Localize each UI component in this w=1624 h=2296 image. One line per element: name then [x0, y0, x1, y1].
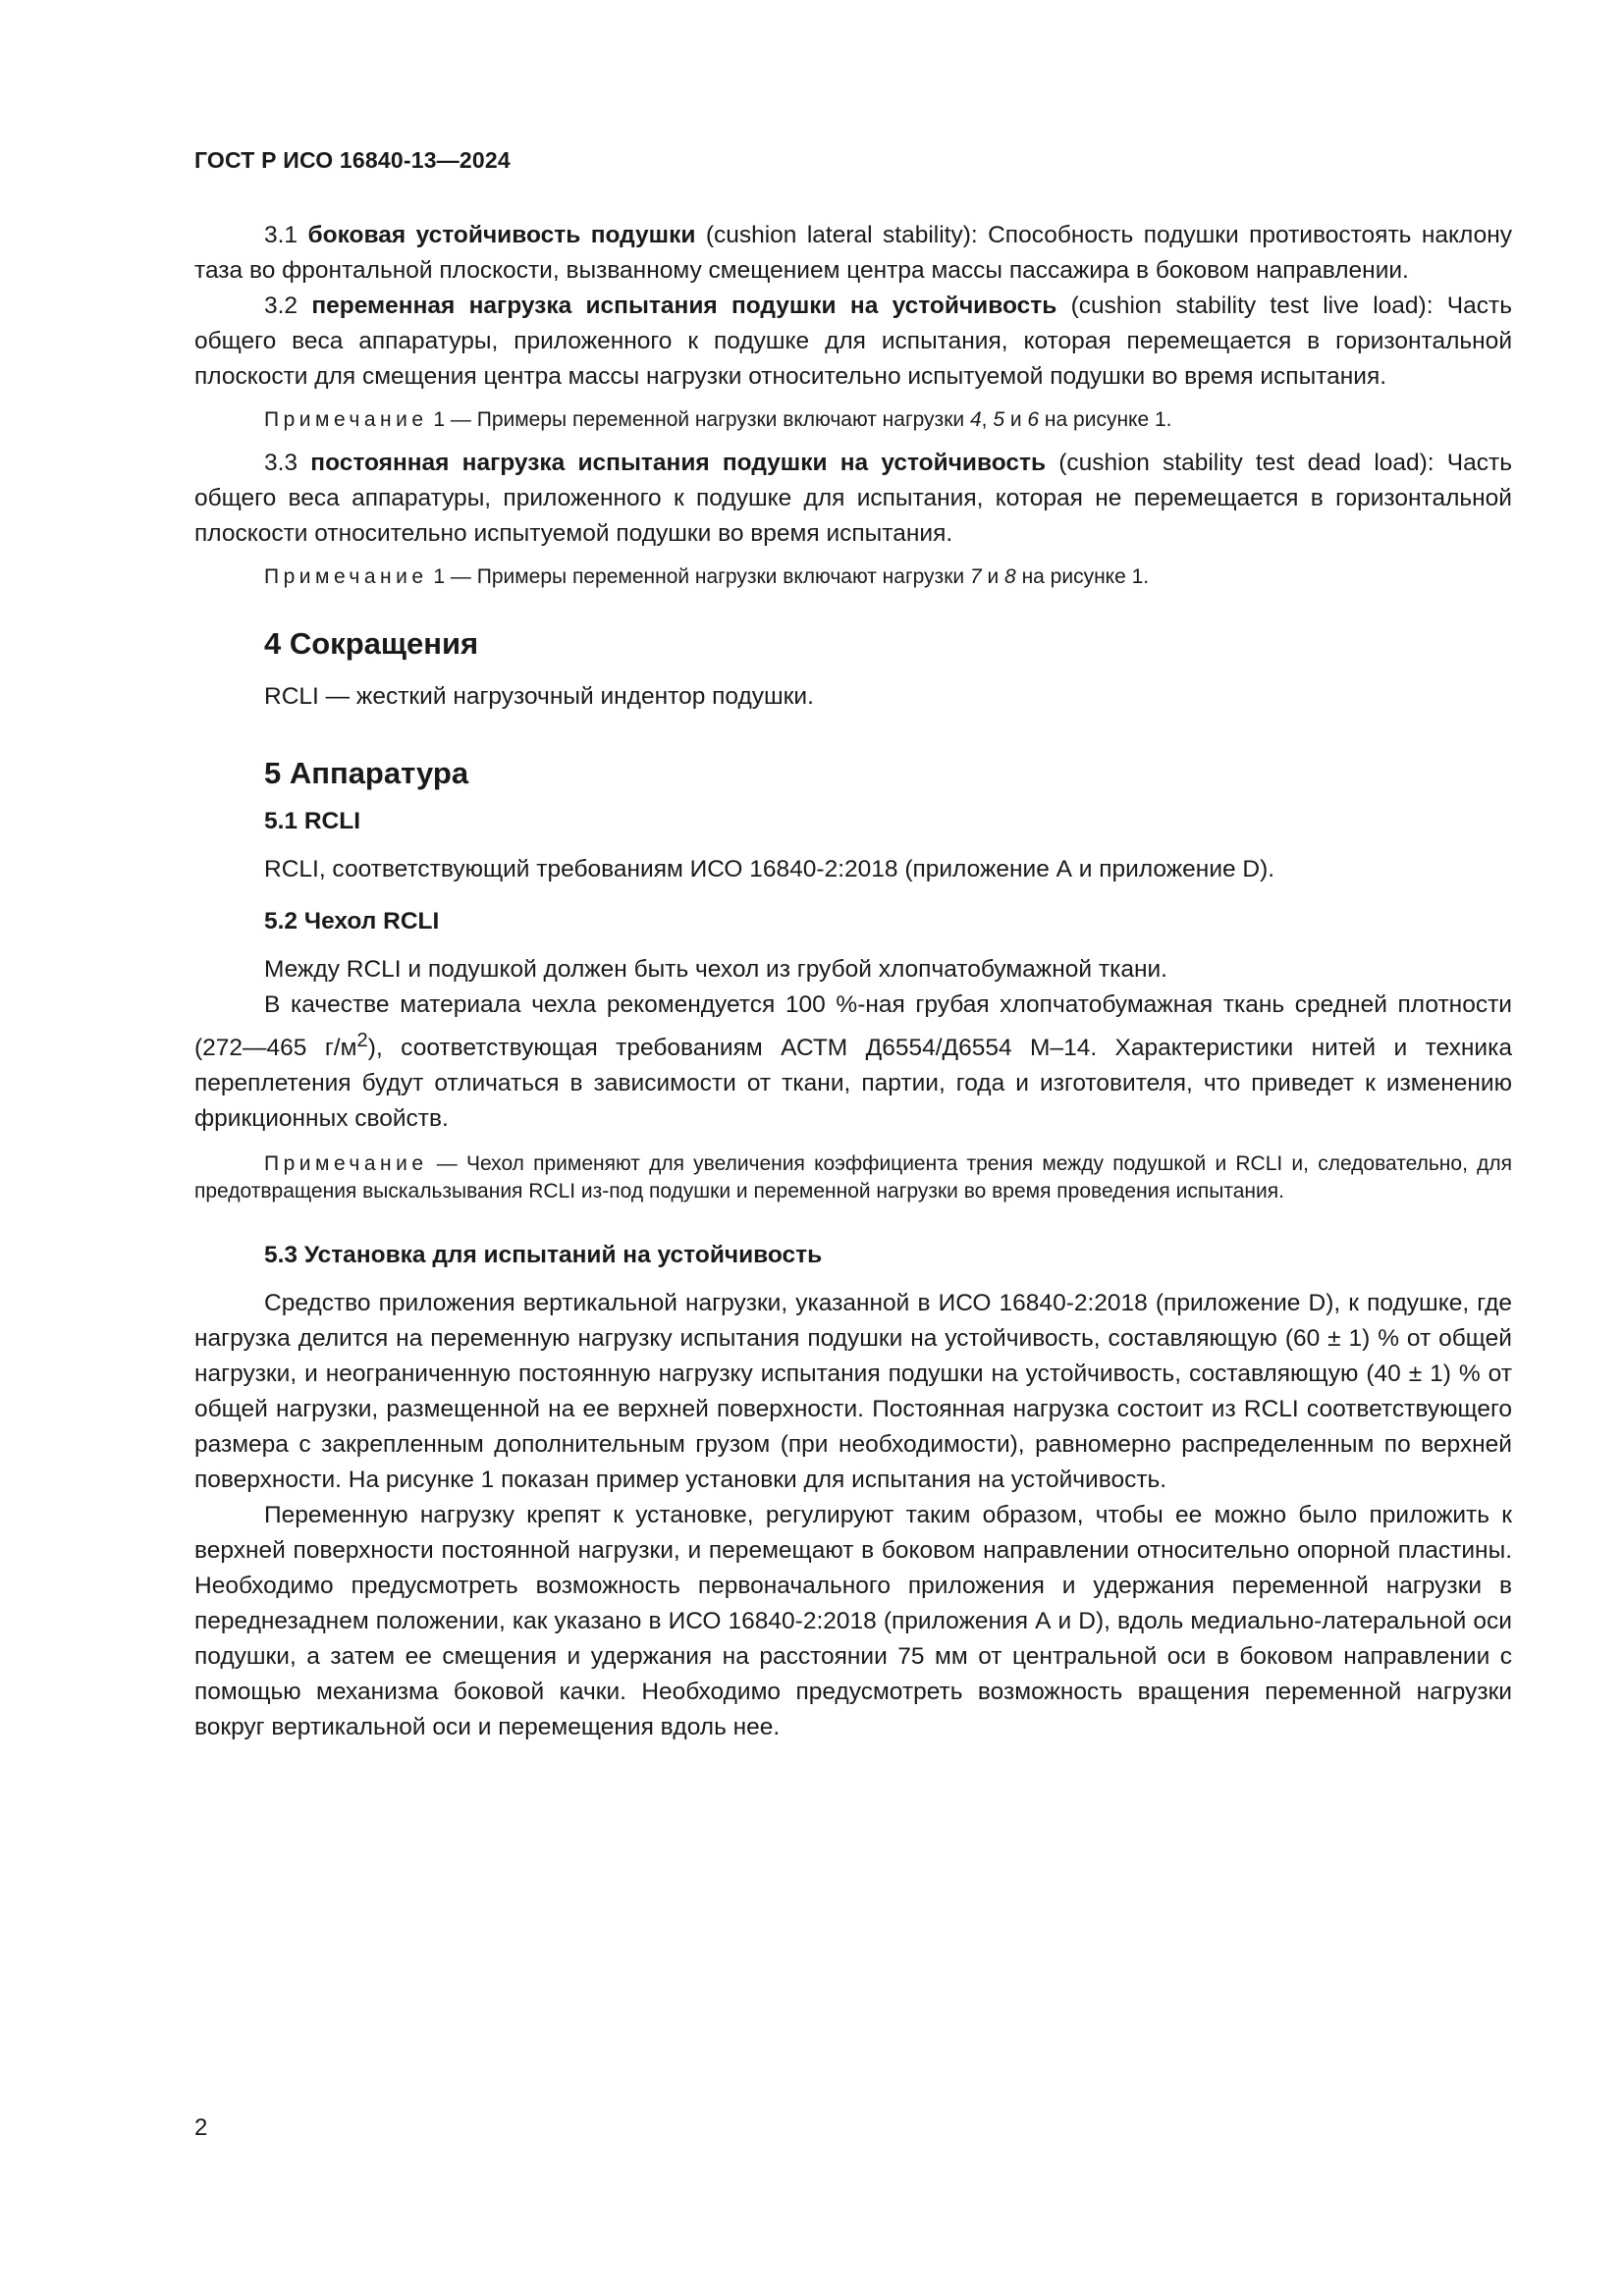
- note-3-3: [194, 563, 1512, 591]
- note-ref: 8: [1004, 565, 1016, 588]
- term-title: переменная нагрузка испытания подушки на устойчивость: [311, 293, 1057, 319]
- term-number: 3.1: [264, 222, 298, 248]
- note-ref: 5: [993, 408, 1004, 431]
- section-5-2-paragraph: Между RCLI и подушкой должен быть чехол из грубой хлопчатобумажной ткани.: [264, 956, 1167, 983]
- term-definition: (cushion lateral stability): Способность подушки противостоять наклону таза во фронтальной плоскости, вызванному смещением центра массы пассажира в боковом направлении.: [194, 222, 1512, 284]
- note-label: Примечание: [264, 1152, 428, 1176]
- note-text: — Чехол применяют для увеличения коэффициента трения между подушкой и RCLI и, следовательно, для предотвращения выскальзывания RCLI из-под подушки и переменной нагрузки во время проведения испытания.: [194, 1152, 1512, 1203]
- term-3-2: [194, 289, 1512, 395]
- note-text: на рисунке 1.: [1015, 565, 1150, 588]
- section-5-2-paragraph: [194, 988, 1512, 1137]
- note-label: Примечание: [264, 565, 428, 588]
- note-5-2: [194, 1150, 1512, 1205]
- section-5-heading: 5 Аппаратура: [264, 756, 469, 790]
- section-5-2-heading: 5.2 Чехол RCLI: [264, 908, 440, 934]
- superscript: 2: [356, 1030, 368, 1051]
- note-text: 1 — Примеры переменной нагрузки включают нагрузки: [427, 565, 970, 588]
- note-label: Примечание: [264, 408, 428, 431]
- note-text: и: [981, 565, 1005, 588]
- note-text: ,: [981, 408, 994, 431]
- note-text: 1 — Примеры переменной нагрузки включают нагрузки: [427, 408, 970, 431]
- paragraph-text: В качестве материала чехла рекомендуется 100 %-ная грубая хлопчатобумажная ткань средней плотности (272—465 г/м: [194, 991, 1512, 1062]
- section-4-heading: 4 Сокращения: [264, 626, 479, 661]
- page-content: [194, 218, 1512, 1745]
- term-definition: (cushion stability test live load): Часть общего веса аппаратуры, приложенного к подушке для испытания, которая перемещается в горизонтальной плоскости для смещения центра массы нагрузки относительно испытуемой подушки во время испытания.: [194, 293, 1512, 390]
- term-number: 3.2: [264, 293, 298, 319]
- term-title: постоянная нагрузка испытания подушки на устойчивость: [310, 450, 1047, 476]
- note-3-2: [194, 406, 1512, 434]
- section-5-1-heading: 5.1 RCLI: [264, 808, 361, 834]
- section-5-3-paragraph: Средство приложения вертикальной нагрузки, указанной в ИСО 16840-2:2018 (приложение D), к подушке, где нагрузка делится на переменную нагрузку испытания подушки на устойчивость, составляющую (60 ± 1) % от общей нагрузки, и неограниченную постоянную нагрузку испытания подушки на устойчивость, составляющую (40 ± 1) % от общей нагрузки, размещенной на ее верхней поверхности. Постоянная нагрузка состоит из RCLI соответствующего размера с закрепленным дополнительным грузом (при необходимости), равномерно распределенным по верхней поверхности. На рисунке 1 показан пример установки для испытания на устойчивость.: [194, 1290, 1512, 1494]
- section-5-3-paragraph: Переменную нагрузку крепят к установке, регулируют таким образом, чтобы ее можно было приложить к верхней поверхности постоянной нагрузки, и перемещают в боковом направлении относительно опорной пластины. Необходимо предусмотреть возможность первоначального приложения и удержания переменной нагрузки в переднезаднем положении, как указано в ИСО 16840-2:2018 (приложения А и D), вдоль медиально-латеральной оси подушки, а затем ее смещения и удержания на расстоянии 75 мм от центральной оси в боковом направлении с помощью механизма боковой качки. Необходимо предусмотреть возможность вращения переменной нагрузки вокруг вертикальной оси и перемещения вдоль нее.: [194, 1502, 1512, 1741]
- term-number: 3.3: [264, 450, 298, 476]
- note-ref: 7: [969, 565, 982, 588]
- term-3-1: [194, 218, 1512, 289]
- term-title: боковая устойчивость подушки: [307, 222, 696, 248]
- document-header: ГОСТ Р ИСО 16840-13—2024: [194, 147, 511, 173]
- section-4-text: RCLI — жесткий нагрузочный индентор подушки.: [264, 683, 814, 710]
- page-number: 2: [194, 2114, 208, 2141]
- note-text: и: [1004, 408, 1028, 431]
- section-5-1-text: RCLI, соответствующий требованиям ИСО 16840-2:2018 (приложение А и приложение D).: [264, 856, 1275, 882]
- note-ref: 4: [969, 408, 982, 431]
- term-definition: (cushion stability test dead load): Часть общего веса аппаратуры, приложенного к подушке для испытания, которая не перемещается в горизонтальной плоскости относительно испытуемой подушки во время испытания.: [194, 450, 1512, 547]
- note-ref: 6: [1027, 408, 1040, 431]
- section-5-3-heading: 5.3 Установка для испытаний на устойчивость: [264, 1242, 823, 1269]
- term-3-3: [194, 446, 1512, 552]
- paragraph-text: ), соответствующая требованиям АСТМ Д6554/Д6554 М–14. Характеристики нитей и техника переплетения будут отличаться в зависимости от ткани, партии, года и изготовителя, что приведет к изменению фрикционных свойств.: [194, 1035, 1512, 1133]
- note-text: на рисунке 1.: [1039, 408, 1172, 431]
